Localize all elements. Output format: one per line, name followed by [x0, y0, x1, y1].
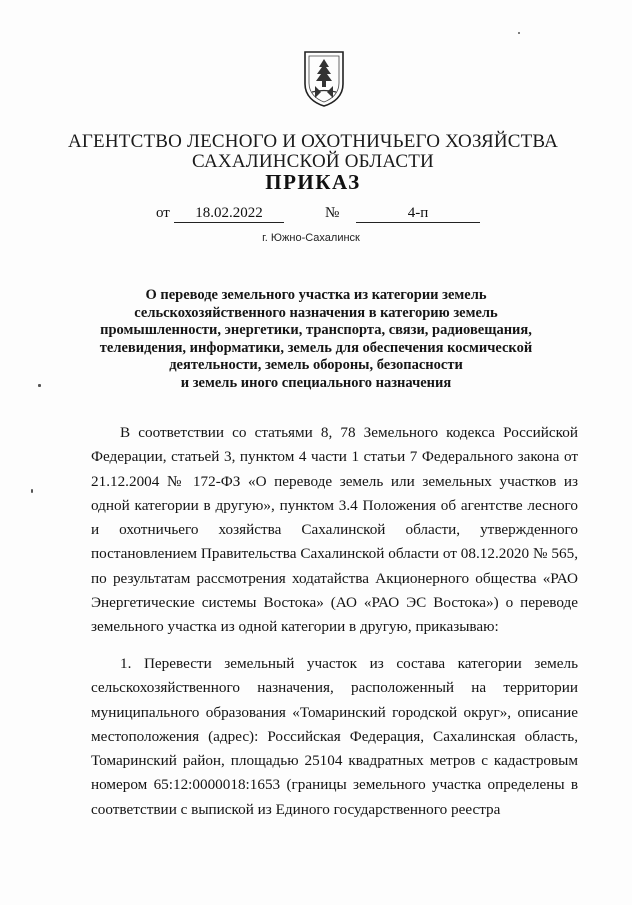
order-date-number-row — [0, 205, 632, 227]
order-heading — [0, 287, 632, 393]
coat-of-arms-icon — [301, 50, 347, 108]
body-paragraph-preamble: В соответствии со статьями 8, 78 Земельного кодекса Российской Федерации, статьей 3, пунктом 4 части 1 статьи 7 Федерального закона от 21.12.2004 № 172-ФЗ «О переводе земель или земельных участков из одной категории в другую», пунктом 3.4 Положения об агентстве лесного и охотничьего хозяйства Сахалинской области, утвержденного постановлением Правительства Сахалинской области от 08.12.2020 № 565, по результатам рассмотрения ходатайства Акционерного общества «РАО Энергетические системы Востока» (АО «РАО ЭС Востока») о переводе земельного участка из одной категории в другую, приказываю: — [91, 424, 578, 636]
order-date: 18.02.2022 — [174, 205, 284, 223]
heading-line: и земель иного специального назначения — [180, 374, 452, 391]
number-label: № — [325, 205, 340, 221]
agency-name-line2: САХАЛИНСКОЙ ОБЛАСТИ — [192, 151, 434, 172]
heading-line: промышленности, энергетики, транспорта, связи, радиовещания, — [100, 322, 532, 339]
scan-speck — [31, 489, 33, 493]
heading-line: О переводе земельного участка из категории земель — [145, 287, 487, 303]
body-paragraph-item-1: 1. Перевести земельный участок из состава категории земель сельскохозяйственного назначения, расположенный на территории муниципального образования «Томаринский городской округ», описание местоположения (адрес): Российская Федерация, Сахалинская область, Томаринский район, площадью 25104 квадратных метров с кадастровым номером 65:12:0000018:1653 (границы земельного участка определены в соответствии с выпиской из Единого государственного реестра — [91, 655, 578, 818]
heading-line: сельскохозяйственного назначения в категорию земель — [134, 304, 498, 321]
scan-speck — [518, 32, 520, 34]
order-number: 4-п — [356, 205, 480, 223]
document-type-title: ПРИКАЗ — [265, 170, 361, 194]
heading-line: телевидения, информатики, земель для обеспечения космической — [99, 339, 533, 356]
date-label: от — [156, 205, 170, 221]
scan-speck — [38, 384, 41, 387]
agency-name-line1: АГЕНТСТВО ЛЕСНОГО И ОХОТНИЧЬЕГО ХОЗЯЙСТВА — [67, 131, 559, 152]
heading-line: деятельности, земель обороны, безопасности — [169, 357, 463, 374]
issue-city: г. Южно-Сахалинск — [262, 232, 360, 244]
